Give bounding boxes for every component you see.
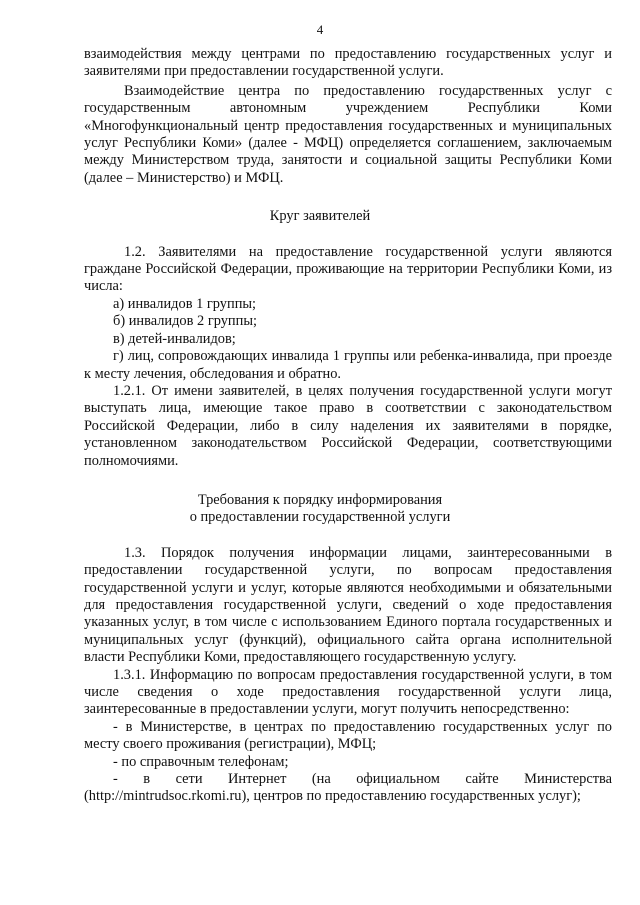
section-heading-info-line1: Требования к порядку информирования [197, 491, 443, 508]
list-item: б) инвалидов 2 группы; [113, 313, 257, 330]
mfc-paragraph: Взаимодействие центра по предоставлению государственных услуг с государственным автономным учреждением Республики Коми «Многофункциональный центр предоставления государственных и муниципальных услуг Республики Коми» (далее - МФЦ) определяется соглашением, заключаемым между Министерством труда, занятости и социальной защиты Республики Коми (далее – Министерство) и МФЦ. [84, 82, 612, 186]
paragraph-1-3: 1.3. Порядок получения информации лицами, заинтересованными в предоставлении государственной услуги, по вопросам предоставления государственной услуги и услуг, которые являются необходимыми и обязательными для предоставления государственной услуги, сведений о ходе предоставления указанных услуг, в том числе с использованием Единого портала государственных и муниципальных услуг (функций), официального сайта органа исполнительной власти Республики Коми, предоставляющего государственную услугу. [84, 544, 612, 666]
section-heading-info-line2: о предоставлении государственной услуги [189, 509, 451, 526]
paragraph-1-2: 1.2. Заявителями на предоставление государственной услуги являются граждане Российской Федерации, проживающие на территории Республики Коми, из числа: [84, 243, 612, 295]
bullet-phone: - по справочным телефонам; [113, 753, 289, 770]
list-item: в) детей-инвалидов; [113, 330, 236, 347]
continuation-paragraph: взаимодействия между центрами по предоставлению государственных услуг и заявителями при предоставлении государственной услуги. [84, 46, 612, 80]
paragraph-1-2-1: 1.2.1. От имени заявителей, в целях получения государственной услуги могут выступать лица, имеющие такое право в соответствии с законодательством Российской Федерации, либо в силу наделения их заявителями в порядке, установленном законодательством Российской Федерации, соответствующими полномочиями. [84, 382, 612, 469]
list-item: а) инвалидов 1 группы; [113, 295, 257, 312]
section-heading-applicants: Круг заявителей [269, 208, 371, 225]
bullet-ministry: - в Министерстве, в центрах по предоставлению государственных услуг по месту своего проживания (регистрации), МФЦ; [84, 718, 612, 753]
page-number: 4 [316, 22, 324, 37]
paragraph-1-3-1: 1.3.1. Информацию по вопросам предоставления государственной услуги, в том числе сведения о ходе предоставления государственной услуги лица, заинтересованные в предоставлении услуги, могут получить непосредственно: [84, 666, 612, 718]
bullet-internet: - в сети Интернет (на официальном сайте Министерства (http://mintrudsoc.rkomi.ru), центров по предоставлению государственных услуг); [84, 771, 612, 805]
list-item-g: г) лиц, сопровождающих инвалида 1 группы или ребенка-инвалида, при проезде к месту лечения, обследования и обратно. [84, 348, 612, 382]
